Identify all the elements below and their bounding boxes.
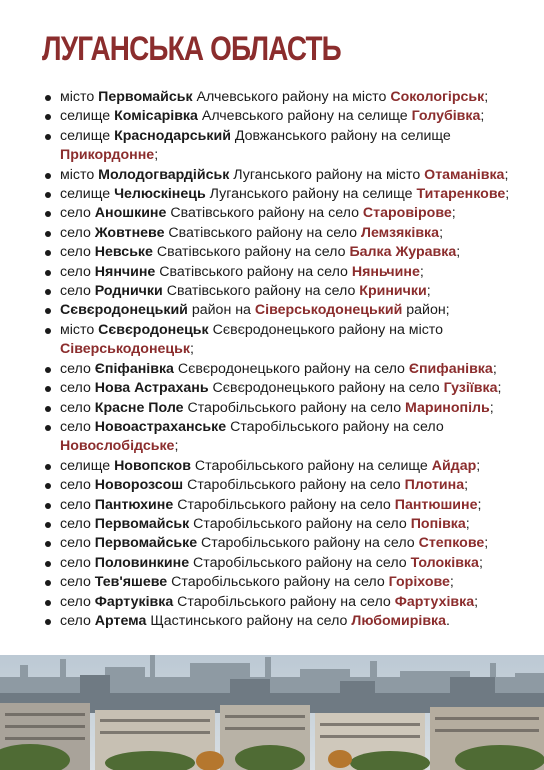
old-name: Нянчине (94, 263, 156, 280)
item-description: район на (187, 302, 255, 319)
item-suffix: ; (174, 438, 179, 455)
renaming-list (42, 88, 532, 631)
new-name: Кринички (359, 283, 427, 300)
old-name: Невське (94, 244, 153, 261)
item-suffix: ; (464, 477, 469, 494)
list-item (42, 399, 532, 418)
item-prefix: село (60, 612, 95, 629)
new-name: Любомирівка (351, 612, 447, 629)
old-name: Первомайськ (98, 89, 193, 105)
item-prefix: селище (60, 127, 115, 144)
item-prefix: село (60, 205, 95, 222)
new-name: Прикордонне (60, 147, 155, 164)
new-name: Пантюшине (394, 496, 478, 513)
item-prefix: село (60, 418, 95, 435)
item-prefix: село (60, 399, 95, 416)
list-item (42, 554, 532, 573)
new-name: Сіверськодонецьк (60, 341, 190, 358)
item-prefix: село (60, 244, 95, 261)
item-description: Сватівського району на село (164, 224, 361, 241)
list-item (42, 534, 532, 553)
item-description: Старобільського району на село (197, 535, 419, 552)
item-suffix: ; (154, 147, 159, 164)
item-description: Сватівського району на село (152, 244, 350, 261)
item-description: Старобільського району на селище (190, 457, 432, 474)
item-prefix: село (60, 263, 95, 280)
industrial-city-photo (0, 655, 544, 770)
new-name: Голубівка (411, 108, 481, 125)
list-item (42, 496, 532, 515)
new-name: Гузіївка (443, 380, 498, 397)
item-prefix: місто (60, 89, 99, 105)
item-suffix: район; (402, 302, 450, 319)
list-item (42, 476, 532, 495)
list-item (42, 204, 532, 223)
list-item (42, 593, 532, 612)
list-item (42, 88, 532, 107)
item-suffix: ; (419, 263, 424, 280)
old-name: Краснодарський (114, 127, 231, 144)
item-description: Сватівського району на село (162, 283, 360, 300)
item-suffix: ; (439, 224, 444, 241)
list-item (42, 573, 532, 592)
item-suffix: ; (505, 186, 510, 203)
old-name: Артема (94, 612, 147, 629)
old-name: Челюскінець (114, 186, 206, 203)
new-name: Айдар (431, 457, 477, 474)
old-name: Новопсков (114, 457, 191, 474)
item-suffix: ; (456, 244, 461, 261)
old-name: Молодогвардійськ (98, 166, 230, 183)
new-name: Толоківка (410, 554, 479, 571)
item-prefix: село (60, 380, 95, 397)
item-suffix: ; (492, 360, 497, 377)
item-description: Старобільського району на село (189, 554, 411, 571)
item-suffix: ; (474, 593, 479, 610)
item-prefix: місто (60, 166, 99, 183)
old-name: Сєвєродонецький (60, 302, 188, 319)
new-name: Сокологірськ (390, 89, 485, 105)
item-suffix: . (446, 612, 450, 629)
new-name: Отаманівка (424, 166, 505, 183)
old-name: Комісарівка (114, 108, 198, 125)
item-prefix: село (60, 496, 95, 513)
item-prefix: село (60, 283, 95, 300)
list-item (42, 185, 532, 204)
item-description: Довжанського району на селище (230, 127, 451, 144)
new-name: Степкове (418, 535, 485, 552)
item-description: Старобільського району на село (226, 418, 444, 435)
item-suffix: ; (477, 496, 482, 513)
item-description: Старобільського району на село (173, 496, 395, 513)
old-name: Пантюхине (94, 496, 174, 513)
item-description: Старобільського району на село (183, 399, 406, 416)
list-item (42, 457, 532, 476)
old-name: Тев'яшеве (94, 574, 168, 591)
new-name: Єпифанівка (408, 360, 493, 377)
list-item (42, 321, 532, 360)
item-prefix: село (60, 477, 95, 494)
list-item (42, 360, 532, 379)
item-suffix: ; (497, 380, 502, 397)
item-suffix: ; (449, 574, 454, 591)
item-suffix: ; (484, 89, 489, 105)
new-name: Горіхове (388, 574, 450, 591)
new-name: Новослобідське (60, 438, 175, 455)
old-name: Новоастраханське (94, 418, 227, 435)
list-item (42, 282, 532, 301)
item-prefix: село (60, 554, 95, 571)
old-name: Нова Астрахань (94, 380, 209, 397)
page-title: ЛУГАНСЬКА ОБЛАСТЬ (42, 30, 341, 68)
list-item (42, 224, 532, 243)
old-name: Красне Поле (94, 399, 184, 416)
item-suffix: ; (451, 205, 456, 222)
item-suffix: ; (480, 108, 485, 125)
item-suffix: ; (476, 457, 481, 474)
list-item (42, 515, 532, 534)
item-prefix: місто (60, 321, 99, 338)
new-name: Попівка (410, 515, 466, 532)
item-prefix: село (60, 535, 95, 552)
item-description: Старобільського району на село (173, 593, 395, 610)
item-description: Сєвєродонецького району на місто (208, 321, 444, 338)
list-item (42, 243, 532, 262)
item-description: Сєвєродонецького району на село (208, 380, 444, 397)
list-item (42, 127, 532, 166)
old-name: Роднички (94, 283, 163, 300)
item-prefix: селище (60, 108, 115, 125)
old-name: Первомайськ (94, 515, 190, 532)
item-description: Луганського району на місто (229, 166, 425, 183)
item-suffix: ; (484, 535, 489, 552)
item-description: Сватівського району на село (155, 263, 352, 280)
new-name: Фартухівка (394, 593, 475, 610)
list-item (42, 263, 532, 282)
old-name: Аношкине (94, 205, 167, 222)
item-description: Сватівського району на село (166, 205, 363, 222)
item-description: Алчевського району на місто (192, 89, 391, 105)
item-suffix: ; (426, 283, 431, 300)
item-suffix: ; (489, 399, 494, 416)
old-name: Сєвєродонецьк (98, 321, 209, 338)
list-item (42, 301, 532, 320)
new-name: Сіверськодонецький (254, 302, 403, 319)
old-name: Новорозсош (94, 477, 184, 494)
list-item (42, 418, 532, 457)
new-name: Плотина (404, 477, 465, 494)
list-item (42, 166, 532, 185)
list-item (42, 612, 532, 631)
item-description: Алчевського району на селище (197, 108, 412, 125)
old-name: Жовтневе (94, 224, 165, 241)
item-description: Сєвєродонецького району на село (173, 360, 409, 377)
new-name: Балка Журавка (349, 244, 457, 261)
item-prefix: село (60, 360, 95, 377)
item-suffix: ; (465, 515, 470, 532)
item-description: Щастинського району на село (146, 612, 352, 629)
item-description: Старобільського району на село (167, 574, 389, 591)
item-description: Старобільського району на село (189, 515, 411, 532)
item-prefix: село (60, 515, 95, 532)
new-name: Лемзяківка (361, 224, 440, 241)
list-item (42, 107, 532, 126)
old-name: Єпіфанівка (94, 360, 174, 377)
item-prefix: село (60, 224, 95, 241)
old-name: Половинкине (94, 554, 190, 571)
item-description: Луганського району на селище (205, 186, 417, 203)
new-name: Няньчине (351, 263, 420, 280)
item-prefix: село (60, 593, 95, 610)
new-name: Маринопіль (405, 399, 490, 416)
item-suffix: ; (504, 166, 509, 183)
item-prefix: селище (60, 186, 115, 203)
old-name: Первомайське (94, 535, 198, 552)
item-prefix: село (60, 574, 95, 591)
item-description: Старобільського району на село (183, 477, 405, 494)
item-prefix: селище (60, 457, 115, 474)
item-suffix: ; (189, 341, 194, 358)
list-item (42, 379, 532, 398)
item-suffix: ; (478, 554, 483, 571)
old-name: Фартуківка (94, 593, 174, 610)
new-name: Старовірове (362, 205, 452, 222)
new-name: Титаренкове (416, 186, 506, 203)
